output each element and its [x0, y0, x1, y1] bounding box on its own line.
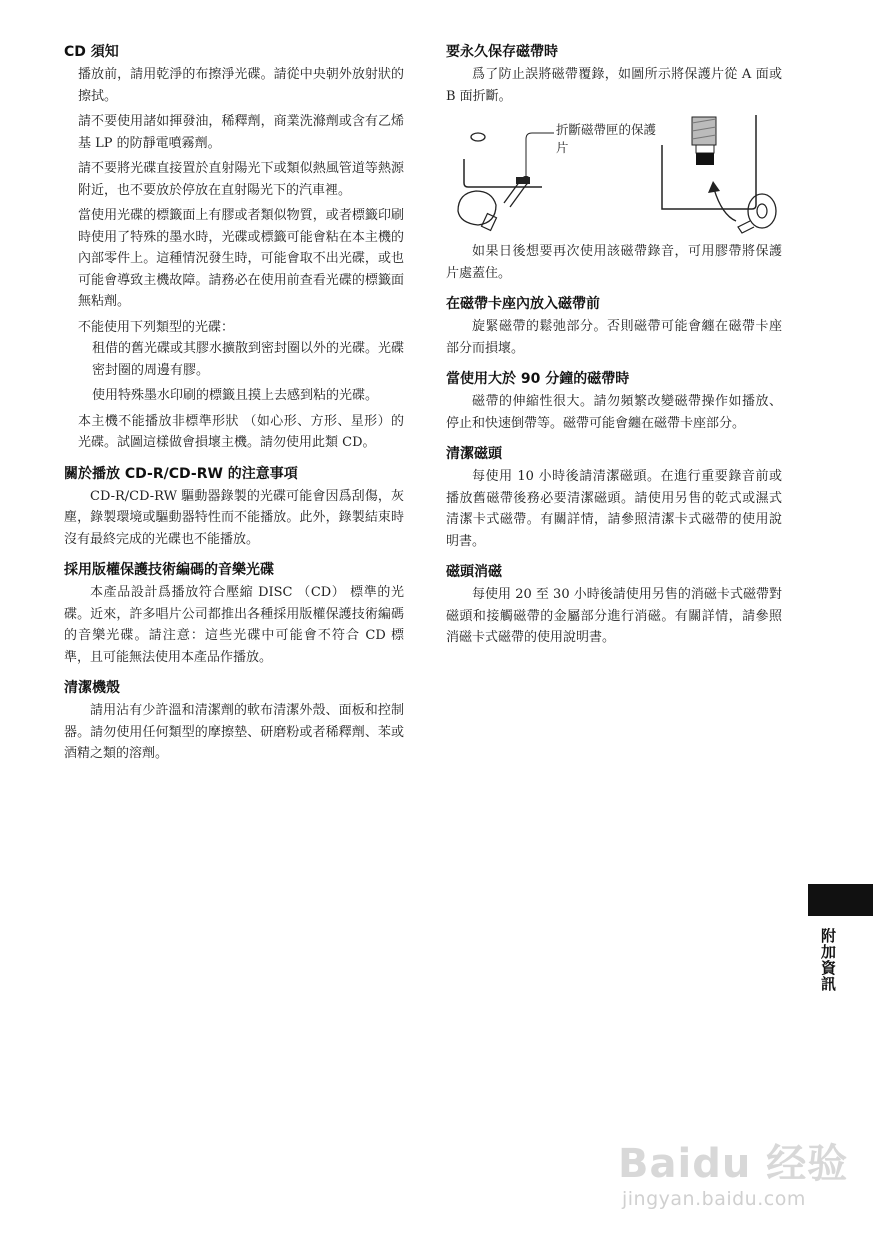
cd-note-wipe: 播放前，請用乾淨的布擦淨光碟。請從中央朝外放射狀的擦拭。 [78, 67, 404, 104]
over-90-body: 磁帶的伸縮性很大。請勿頻繁改變磁帶操作如播放、停止和快速倒帶等。磁帶可能會纏在磁帶卡座部分。 [446, 394, 782, 431]
section-over-90 [446, 369, 782, 434]
side-section-label: 附加資訊 [819, 928, 837, 992]
cd-note-solvents: 請不要使用諸如揮發油，稀釋劑，商業洗滌劑或含有乙烯基 LP 的防靜電噴霧劑。 [78, 114, 404, 151]
section-cdr-notes [64, 464, 404, 551]
section-before-insert [446, 294, 782, 359]
heading-clean-case: 清潔機殼 [64, 680, 120, 696]
section-copy-protect [64, 560, 404, 668]
heading-before-insert: 在磁帶卡座內放入磁帶前 [446, 296, 600, 312]
keep-tape-body: 爲了防止誤將磁帶覆錄，如圖所示將保護片從 A 面或 B 面折斷。 [446, 67, 782, 104]
heading-cdr: 關於播放 CD-R/CD-RW 的注意事項 [64, 465, 298, 482]
section-clean-case [64, 678, 404, 765]
before-insert-body: 旋緊磁帶的鬆弛部分。否則磁帶可能會纏在磁帶卡座部分而損壞。 [446, 319, 782, 356]
watermark-logo: Baidu 经验 [618, 1141, 849, 1187]
watermark-url: jingyan.baidu.com [622, 1188, 806, 1210]
tape-tab-figure [446, 115, 782, 235]
cd-note-sub-ink: 使用特殊墨水印刷的標籤且摸上去感到粘的光碟。 [92, 388, 379, 403]
section-cd-notes [64, 42, 404, 454]
heading-keep-tape: 要永久保存磁帶時 [446, 44, 558, 60]
cd-note-sub-rental: 租借的舊光碟或其膠水擴散到密封圈以外的光碟。光碟密封圈的周邊有膠。 [92, 341, 405, 378]
section-demag [446, 562, 782, 649]
right-column [446, 42, 782, 649]
heading-clean-head: 清潔磁頭 [446, 446, 502, 462]
left-column [64, 42, 404, 765]
cd-note-unusable: 不能使用下列類型的光碟： [78, 319, 235, 335]
demag-body: 每使用 20 至 30 小時後請使用另售的消磁卡式磁帶對磁頭和接觸磁帶的金屬部分進行消磁。有關詳情，請參照消磁卡式磁帶的使用說明書。 [446, 587, 782, 645]
heading-over-90: 當使用大於 90 分鐘的磁帶時 [446, 371, 630, 387]
section-keep-tape [446, 42, 782, 284]
keep-tape-after: 如果日後想要再次使用該磁帶錄音，可用膠帶將保護片處蓋住。 [446, 244, 782, 281]
figure-label: 折斷磁帶匣的保護片 [556, 122, 657, 155]
baidu-watermark [618, 1132, 868, 1232]
copy-protect-body: 本產品設計爲播放符合壓縮 DISC （CD） 標準的光碟。近來，許多唱片公司都推出各種採用版權保護技術編碼的音樂光碟。請注意：這些光碟中可能會不符合 CD 標準，且可能無法使用本產品作播放。 [64, 585, 404, 665]
clean-head-body: 每使用 10 小時後請清潔磁頭。在進行重要錄音前或播放舊磁帶後務必要清潔磁頭。請使用另售的乾式或濕式清潔卡式磁帶。有關詳情，請參照清潔卡式磁帶的使用說明書。 [446, 469, 782, 549]
cd-note-heat: 請不要將光碟直接置於直射陽光下或類似熱風管道等熱源附近，也不要放於停放在直射陽光下的汽車裡。 [78, 161, 404, 198]
section-clean-head [446, 444, 782, 552]
cd-note-shape: 本主機不能播放非標準形狀 （如心形、方形、星形）的光碟。試圖這樣做會損壞主機。請勿使用此類 CD。 [78, 413, 404, 450]
clean-case-body: 請用沾有少許溫和清潔劑的軟布清潔外殼、面板和控制器。請勿使用任何類型的摩擦墊、研磨粉或者稀釋劑、苯或酒精之類的溶劑。 [64, 703, 404, 761]
cd-note-label-glue: 當使用光碟的標籤面上有膠或者類似物質，或者標籤印刷時使用了特殊的墨水時，光碟或標籤可能會粘在本主機的內部零件上。這種情況發生時，可能會取不出光碟，或也可能會導致主機故障。請務必在使用前查看光碟的標籤面無粘劑。 [78, 208, 404, 309]
cdr-body: CD-R/CD-RW 驅動器錄製的光碟可能會因爲刮傷，灰塵，錄製環境或驅動器特性而不能播放。此外，錄製結束時沒有最終完成的光碟也不能播放。 [64, 488, 404, 547]
section-tab-marker [808, 884, 873, 916]
heading-cd-notes: CD 須知 [64, 44, 119, 60]
heading-demag: 磁頭消磁 [446, 564, 502, 580]
heading-copy-protect: 採用版權保護技術編碼的音樂光碟 [64, 562, 274, 578]
